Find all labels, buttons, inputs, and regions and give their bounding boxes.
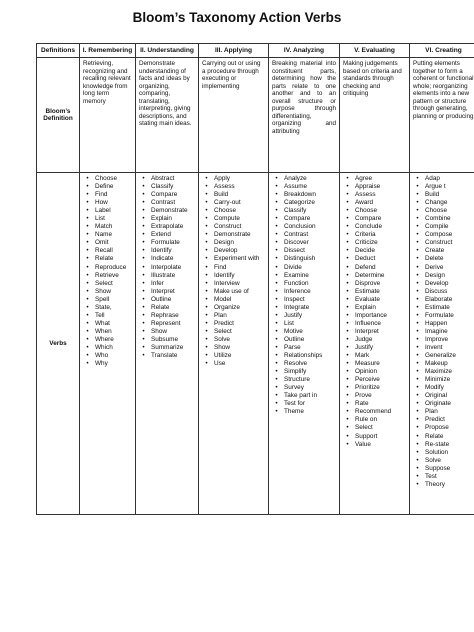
verb-list-item: • Simplify bbox=[272, 368, 336, 376]
verb-list-item: • Illustrate bbox=[139, 272, 195, 280]
verbs-analyzing-cell bbox=[269, 173, 340, 515]
verb-list-item: • Argue t bbox=[413, 183, 474, 191]
verb-list-item: • Modify bbox=[413, 384, 474, 392]
verb-list-item: • Compare bbox=[343, 215, 406, 223]
definition-row-label: Bloom’s Definition bbox=[37, 58, 80, 173]
verb-list-item: • Survey bbox=[272, 384, 336, 392]
verb-list-item: • Retrieve bbox=[83, 272, 132, 280]
verb-list-item: • Use bbox=[202, 360, 265, 368]
verb-list-item: • Makeup bbox=[413, 360, 474, 368]
verb-list-item: • Translate bbox=[139, 352, 195, 360]
verb-list-item: • Classify bbox=[272, 207, 336, 215]
verb-list-item: • Relate bbox=[139, 304, 195, 312]
verb-list-item: • Build bbox=[413, 191, 474, 199]
verb-list-item: • Agree bbox=[343, 175, 406, 183]
definition-analyzing: Breaking material into constituent parts, determining how the parts relate to one another and to an overall structure or purpose through differentiating, organizing and attributing bbox=[269, 58, 340, 173]
verbs-remembering-cell bbox=[80, 173, 136, 515]
verb-list-item: • Carry-out bbox=[202, 199, 265, 207]
verb-list-item: • Spell bbox=[83, 296, 132, 304]
verb-list-item: • Rephrase bbox=[139, 312, 195, 320]
verb-list-item: • Theme bbox=[272, 408, 336, 416]
verb-list-item: • Relate bbox=[413, 433, 474, 441]
definition-row bbox=[37, 58, 474, 173]
verb-list-item: • Compare bbox=[272, 215, 336, 223]
verb-list-item: • Change bbox=[413, 199, 474, 207]
verb-list-item: • Prioritize bbox=[343, 384, 406, 392]
verb-list-item: • Mark bbox=[343, 352, 406, 360]
verb-list-item: • Build bbox=[202, 191, 265, 199]
header-understanding: II. Understanding bbox=[136, 44, 199, 58]
verb-list-item: • Determine bbox=[343, 272, 406, 280]
verb-list-item: • When bbox=[83, 328, 132, 336]
verb-list-item: • Reproduce bbox=[83, 264, 132, 272]
verb-list-item: • Take part in bbox=[272, 392, 336, 400]
verb-list-item: • Divide bbox=[272, 264, 336, 272]
verb-list-item: • Assess bbox=[343, 191, 406, 199]
verb-list-item: • Develop bbox=[202, 247, 265, 255]
verbs-row-label: Verbs bbox=[37, 173, 80, 515]
verb-list-item: • Criticize bbox=[343, 239, 406, 247]
verb-list-item: • Classify bbox=[139, 183, 195, 191]
verbs-creating-list bbox=[413, 175, 474, 489]
verb-list-item: • Show bbox=[83, 288, 132, 296]
verb-list-item: • Measure bbox=[343, 360, 406, 368]
verb-list-item: • Test for bbox=[272, 400, 336, 408]
verb-list-item: • Derive bbox=[413, 264, 474, 272]
verb-list-item: • Contrast bbox=[272, 231, 336, 239]
verb-list-item: • Justify bbox=[343, 344, 406, 352]
verb-list-item: • Construct bbox=[202, 223, 265, 231]
definition-applying: Carrying out or using a procedure through executing or implementing bbox=[199, 58, 269, 173]
verbs-applying-list bbox=[202, 175, 265, 368]
verb-list-item: • Formulate bbox=[413, 312, 474, 320]
verb-list-item: • Select bbox=[202, 328, 265, 336]
verb-list-item: • Appraise bbox=[343, 183, 406, 191]
verb-list-item: • Indicate bbox=[139, 255, 195, 263]
verb-list-item: • Analyze bbox=[272, 175, 336, 183]
blooms-taxonomy-table bbox=[36, 43, 474, 515]
verbs-evaluating-list bbox=[343, 175, 406, 449]
verb-list-item: • Deduct bbox=[343, 255, 406, 263]
verb-list-item: • Create bbox=[413, 247, 474, 255]
verb-list-item: • Make use of bbox=[202, 288, 265, 296]
verb-list-item: • Contrast bbox=[139, 199, 195, 207]
verb-list-item: • Construct bbox=[413, 239, 474, 247]
verb-list-item: • Define bbox=[83, 183, 132, 191]
verb-list-item: • Assess bbox=[202, 183, 265, 191]
verb-list-item: • Solve bbox=[202, 336, 265, 344]
verb-list-item: • Relationships bbox=[272, 352, 336, 360]
verb-list-item: • Demonstrate bbox=[139, 207, 195, 215]
verbs-applying-cell bbox=[199, 173, 269, 515]
verb-list-item: • Evaluate bbox=[343, 296, 406, 304]
verb-list-item: • How bbox=[83, 199, 132, 207]
verb-list-item: • Choose bbox=[202, 207, 265, 215]
header-creating: VI. Creating bbox=[410, 44, 474, 58]
verb-list-item: • Elaborate bbox=[413, 296, 474, 304]
verb-list-item: • Extend bbox=[139, 231, 195, 239]
verb-list-item: • Outline bbox=[272, 336, 336, 344]
verb-list-item: • Structure bbox=[272, 376, 336, 384]
verb-list-item: • Propose bbox=[413, 424, 474, 432]
verb-list-item: • Generalize bbox=[413, 352, 474, 360]
verb-list-item: • Compile bbox=[413, 223, 474, 231]
verb-list-item: • Justify bbox=[272, 312, 336, 320]
verb-list-item: • Award bbox=[343, 199, 406, 207]
verb-list-item: • List bbox=[272, 320, 336, 328]
verb-list-item: • Resolve bbox=[272, 360, 336, 368]
verb-list-item: • Dissect bbox=[272, 247, 336, 255]
verb-list-item: • What bbox=[83, 320, 132, 328]
verb-list-item: • Support bbox=[343, 433, 406, 441]
verbs-analyzing-list bbox=[272, 175, 336, 416]
verb-list-item: • Prove bbox=[343, 392, 406, 400]
verb-list-item: • Rate bbox=[343, 400, 406, 408]
verbs-remembering-list bbox=[83, 175, 132, 368]
verb-list-item: • Select bbox=[83, 280, 132, 288]
verb-list-item: • Infer bbox=[139, 280, 195, 288]
verb-list-item: • Integrate bbox=[272, 304, 336, 312]
verb-list-item: • Inspect bbox=[272, 296, 336, 304]
verb-list-item: • Find bbox=[202, 264, 265, 272]
verb-list-item: • Influence bbox=[343, 320, 406, 328]
verb-list-item: • Recall bbox=[83, 247, 132, 255]
verb-list-item: • Compose bbox=[413, 231, 474, 239]
verb-list-item: • Show bbox=[202, 344, 265, 352]
verb-list-item: • Breakdown bbox=[272, 191, 336, 199]
verb-list-item: • Discover bbox=[272, 239, 336, 247]
verb-list-item: • Inference bbox=[272, 288, 336, 296]
verb-list-item: • Criteria bbox=[343, 231, 406, 239]
verb-list-item: • Re-state bbox=[413, 441, 474, 449]
verb-list-item: • Combine bbox=[413, 215, 474, 223]
verb-list-item: • Distinguish bbox=[272, 255, 336, 263]
verbs-row bbox=[37, 173, 474, 515]
verbs-evaluating-cell bbox=[340, 173, 410, 515]
verb-list-item: • Find bbox=[83, 191, 132, 199]
verb-list-item: • Interpret bbox=[139, 288, 195, 296]
verb-list-item: • Judge bbox=[343, 336, 406, 344]
verb-list-item: • Happen bbox=[413, 320, 474, 328]
verb-list-item: • Original bbox=[413, 392, 474, 400]
verb-list-item: • Represent bbox=[139, 320, 195, 328]
verbs-understanding-cell bbox=[136, 173, 199, 515]
verb-list-item: • Extrapolate bbox=[139, 223, 195, 231]
verb-list-item: • Theory bbox=[413, 481, 474, 489]
verb-list-item: • Conclude bbox=[343, 223, 406, 231]
verb-list-item: • Summarize bbox=[139, 344, 195, 352]
verb-list-item: • Identify bbox=[139, 247, 195, 255]
verb-list-item: • Originate bbox=[413, 400, 474, 408]
verb-list-item: • Select bbox=[343, 424, 406, 432]
verb-list-item: • Choose bbox=[343, 207, 406, 215]
verb-list-item: • Interpolate bbox=[139, 264, 195, 272]
verb-list-item: • Solution bbox=[413, 449, 474, 457]
verb-list-item: • Test bbox=[413, 473, 474, 481]
verb-list-item: • Abstract bbox=[139, 175, 195, 183]
verb-list-item: • Disprove bbox=[343, 280, 406, 288]
verb-list-item: • Opinion bbox=[343, 368, 406, 376]
verb-list-item: • Plan bbox=[413, 408, 474, 416]
definition-creating: Putting elements together to form a coherent or functional whole; reorganizing elements into a new pattern or structure through generating, planning or producing bbox=[410, 58, 474, 173]
verb-list-item: • Invent bbox=[413, 344, 474, 352]
verb-list-item: • Solve bbox=[413, 457, 474, 465]
header-analyzing: IV. Analyzing bbox=[269, 44, 340, 58]
verb-list-item: • Which bbox=[83, 344, 132, 352]
verb-list-item: • Where bbox=[83, 336, 132, 344]
verb-list-item: • Interpret bbox=[343, 328, 406, 336]
verb-list-item: • Minimize bbox=[413, 376, 474, 384]
verb-list-item: • Organize bbox=[202, 304, 265, 312]
verbs-creating-cell bbox=[410, 173, 474, 515]
verb-list-item: • Who bbox=[83, 352, 132, 360]
verb-list-item: • Design bbox=[202, 239, 265, 247]
verb-list-item: • Experiment with bbox=[202, 255, 265, 263]
verb-list-item: • List bbox=[83, 215, 132, 223]
verb-list-item: • Outline bbox=[139, 296, 195, 304]
verbs-understanding-list bbox=[139, 175, 195, 360]
verb-list-item: • Explain bbox=[139, 215, 195, 223]
verb-list-item: • Defend bbox=[343, 264, 406, 272]
verb-list-item: • Decide bbox=[343, 247, 406, 255]
verb-list-item: • Match bbox=[83, 223, 132, 231]
verb-list-item: • Apply bbox=[202, 175, 265, 183]
document-title: Bloom’s Taxonomy Action Verbs bbox=[132, 10, 342, 25]
verb-list-item: • Value bbox=[343, 441, 406, 449]
verb-list-item: • Motive bbox=[272, 328, 336, 336]
verb-list-item: • Conclusion bbox=[272, 223, 336, 231]
verb-list-item: • Subsume bbox=[139, 336, 195, 344]
verb-list-item: • Compare bbox=[139, 191, 195, 199]
verb-list-item: • Explain bbox=[343, 304, 406, 312]
verb-list-item: • Relate bbox=[83, 255, 132, 263]
definition-evaluating: Making judgements based on criteria and standards through checking and critiquing bbox=[340, 58, 410, 173]
header-definitions: Definitions bbox=[37, 44, 80, 58]
verb-list-item: • Maximize bbox=[413, 368, 474, 376]
verb-list-item: • Predict bbox=[413, 416, 474, 424]
verb-list-item: • Recommend bbox=[343, 408, 406, 416]
verb-list-item: • Identify bbox=[202, 272, 265, 280]
verb-list-item: • Compute bbox=[202, 215, 265, 223]
verb-list-item: • Show bbox=[139, 328, 195, 336]
verb-list-item: • Design bbox=[413, 272, 474, 280]
verb-list-item: • Develop bbox=[413, 280, 474, 288]
verb-list-item: • Omit bbox=[83, 239, 132, 247]
verb-list-item: • Rule on bbox=[343, 416, 406, 424]
verb-list-item: • Parse bbox=[272, 344, 336, 352]
verb-list-item: • Categorize bbox=[272, 199, 336, 207]
verb-list-item: • Imagine bbox=[413, 328, 474, 336]
verb-list-item: • Estimate bbox=[413, 304, 474, 312]
header-evaluating: V. Evaluating bbox=[340, 44, 410, 58]
verb-list-item: • Predict bbox=[202, 320, 265, 328]
verb-list-item: • Importance bbox=[343, 312, 406, 320]
verb-list-item: • Estimate bbox=[343, 288, 406, 296]
verb-list-item: • Model bbox=[202, 296, 265, 304]
verb-list-item: • Examine bbox=[272, 272, 336, 280]
verb-list-item: • Improve bbox=[413, 336, 474, 344]
verb-list-item: • Delete bbox=[413, 255, 474, 263]
header-row bbox=[37, 44, 474, 58]
verb-list-item: • Discuss bbox=[413, 288, 474, 296]
verb-list-item: • Choose bbox=[413, 207, 474, 215]
verb-list-item: • Name bbox=[83, 231, 132, 239]
verb-list-item: • Tell bbox=[83, 312, 132, 320]
verb-list-item: • Utilize bbox=[202, 352, 265, 360]
verb-list-item: • Suppose bbox=[413, 465, 474, 473]
verb-list-item: • Choose bbox=[83, 175, 132, 183]
verb-list-item: • Formulate bbox=[139, 239, 195, 247]
definition-understanding: Demonstrate understanding of facts and ideas by organizing, comparing, translating, interpreting, giving descriptions, and stating main ideas. bbox=[136, 58, 199, 173]
header-remembering: I. Remembering bbox=[80, 44, 136, 58]
definition-remembering: Retrieving, recognizing and recalling relevant knowledge from long term memory bbox=[80, 58, 136, 173]
verb-list-item: • Assume bbox=[272, 183, 336, 191]
verb-list-item: • Interview bbox=[202, 280, 265, 288]
verb-list-item: • Adap bbox=[413, 175, 474, 183]
verb-list-item: • Label bbox=[83, 207, 132, 215]
verb-list-item: • State, bbox=[83, 304, 132, 312]
verb-list-item: • Perceive bbox=[343, 376, 406, 384]
verb-list-item: • Plan bbox=[202, 312, 265, 320]
verb-list-item: • Why bbox=[83, 360, 132, 368]
verb-list-item: • Function bbox=[272, 280, 336, 288]
header-applying: III. Applying bbox=[199, 44, 269, 58]
verb-list-item: • Demonstrate bbox=[202, 231, 265, 239]
